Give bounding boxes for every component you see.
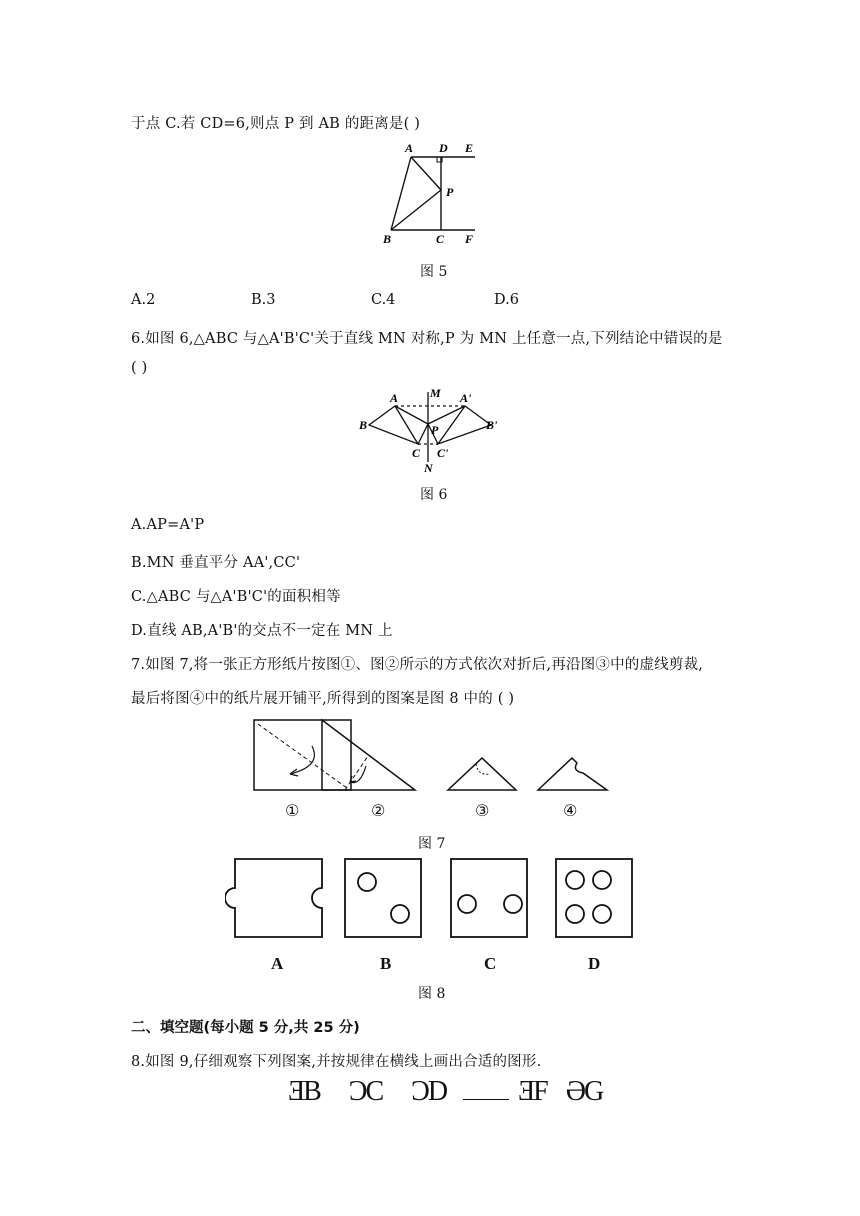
figure-8-caption: 图 8: [418, 986, 446, 1002]
q8-stem: 8.如图 9,仔细观察下列图案,并按规律在横线上画出合适的图形.: [131, 1054, 542, 1070]
fig7-step-2: ②: [371, 801, 386, 820]
fig8-choice-b: B: [380, 954, 392, 973]
fig5-label-a: A: [405, 141, 414, 155]
figure-5-caption: 图 5: [420, 264, 448, 280]
pattern-item-1: ƎB: [288, 1076, 320, 1107]
fig7-step-4: ④: [563, 801, 578, 820]
figure-9-pattern-row: [288, 1076, 626, 1108]
fig6-label-m: M: [430, 386, 441, 400]
pattern-item-4: ƎF: [518, 1076, 547, 1107]
fig6-label-b-prime: B': [486, 418, 498, 432]
fig8-choice-d: D: [588, 954, 601, 973]
fig8-choice-a: A: [271, 954, 284, 973]
fig6-label-p: P: [431, 423, 439, 437]
fig7-step-3: ③: [475, 801, 490, 820]
q5-option-a: A.2: [131, 292, 156, 308]
pattern-item-3: ƆD: [411, 1076, 447, 1107]
fig6-label-c: C: [412, 446, 421, 460]
section-heading-fill-in: 二、填空题(每小题 5 分,共 25 分): [131, 1020, 360, 1036]
q5-option-c: C.4: [371, 292, 396, 308]
q6-option-b: B.MN 垂直平分 AA',CC': [131, 555, 301, 571]
q6-stem-line2: ( ): [131, 360, 148, 376]
fig6-label-n: N: [424, 461, 433, 475]
q6-option-c: C.△ABC 与△A'B'C'的面积相等: [131, 589, 341, 605]
figure-6-caption: 图 6: [420, 487, 448, 503]
fig6-label-a-prime: A': [460, 391, 472, 405]
figure-8: [225, 855, 635, 945]
q5-option-d: D.6: [494, 292, 519, 308]
fig5-label-f: F: [465, 232, 474, 246]
fig8-choice-c: C: [484, 954, 497, 973]
q6-stem-line1: 6.如图 6,△ABC 与△A'B'C'关于直线 MN 对称,P 为 MN 上任意一点,下列结论中错误的是: [131, 331, 723, 347]
fig6-label-a: A: [390, 391, 399, 405]
figure-7: [250, 716, 620, 796]
fig6-label-b: B: [359, 418, 368, 432]
pattern-item-5: ƏG: [565, 1076, 603, 1107]
q7-stem-line1: 7.如图 7,将一张正方形纸片按图①、图②所示的方式依次对折后,再沿图③中的虚线剪裁,: [131, 657, 704, 673]
q6-option-d: D.直线 AB,A'B'的交点不一定在 MN 上: [131, 623, 393, 639]
q7-stem-line2: 最后将图④中的纸片展开铺平,所得到的图案是图 8 中的 ( ): [131, 691, 515, 707]
fig5-label-b: B: [383, 232, 392, 246]
q6-option-a: A.AP=A'P: [131, 517, 205, 533]
fig5-label-d: D: [439, 141, 448, 155]
pattern-answer-blank[interactable]: [463, 1077, 509, 1100]
figure-5: [375, 140, 495, 250]
figure-7-caption: 图 7: [418, 836, 446, 852]
fig5-label-e: E: [465, 141, 474, 155]
fig6-label-c-prime: C': [437, 446, 449, 460]
fig5-label-c: C: [436, 232, 445, 246]
q5-stem-tail: 于点 C.若 CD=6,则点 P 到 AB 的距离是( ): [131, 116, 421, 132]
figure-6: [355, 382, 515, 477]
pattern-item-2: ƆC: [348, 1076, 383, 1107]
fig7-step-1: ①: [285, 801, 300, 820]
q5-option-b: B.3: [251, 292, 276, 308]
fig5-label-p: P: [446, 185, 454, 199]
